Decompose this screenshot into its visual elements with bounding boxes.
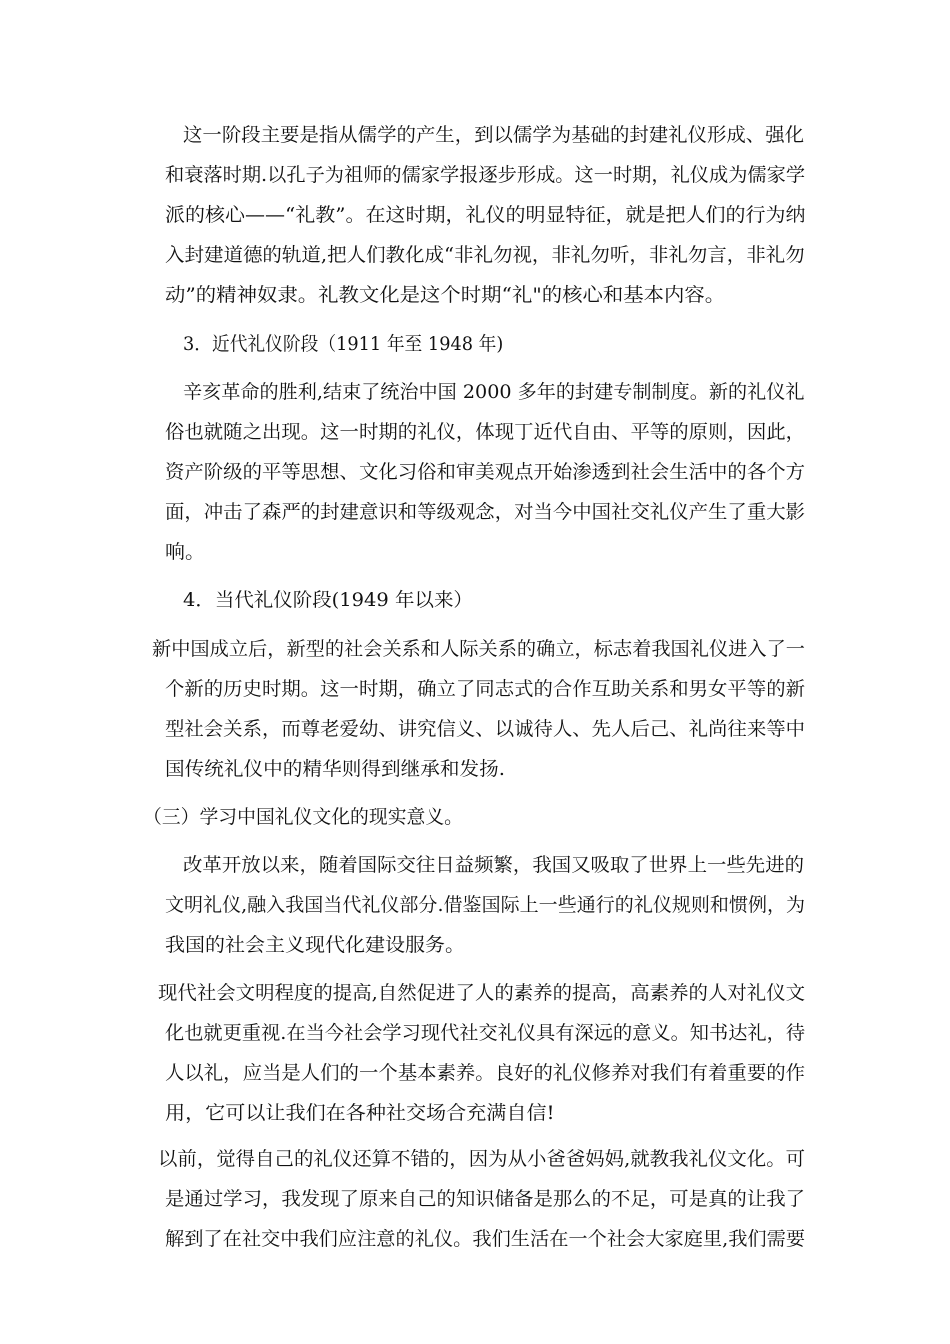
paragraph-line: 解到了在社交中我们应注意的礼仪。我们生活在一个社会大家庭里,我们需要 [165,1228,806,1250]
paragraph-line: 入封建道德的轨道,把人们教化成“非礼勿视，非礼勿听，非礼勿言，非礼勿 [165,244,805,266]
paragraph-line: 个新的历史时期。这一时期，确立了同志式的合作互助关系和男女平等的新 [165,678,806,700]
paragraph-line: 面，冲击了森严的封建意识和等级观念，对当今中国社交礼仪产生了重大影 [165,501,806,523]
paragraph-line: 和衰落时期.以孔子为祖师的儒家学报逐步形成。这一时期，礼仪成为儒家学 [165,164,806,186]
paragraph-line: 化也就更重视.在当今社会学习现代社交礼仪具有深远的意义。知书达礼，待 [165,1022,806,1044]
paragraph-line: 国传统礼仪中的精华则得到继承和发扬. [165,758,506,780]
paragraph-line: 俗也就随之出现。这一时期的礼仪，体现丁近代自由、平等的原则，因此， [165,421,806,443]
paragraph-line: 资产阶级的平等思想、文化习俗和审美观点开始渗透到社会生活中的各个方 [165,461,806,483]
section-heading: 4．当代礼仪阶段(1949 年以来） [183,589,473,611]
paragraph-line: 改革开放以来，随着国际交往日益频繁，我国又吸取了世界上一些先进的 [183,854,805,876]
paragraph-line: 型社会关系，而尊老爱幼、讲究信义、以诚待人、先人后己、礼尚往来等中 [165,718,806,740]
section-heading: 3．近代礼仪阶段（1911 年至 1948 年) [183,333,504,355]
paragraph-line: 派的核心——“礼教”。在这时期，礼仪的明显特征，就是把人们的行为纳 [165,204,806,226]
paragraph-line: 新中国成立后，新型的社会关系和人际关系的确立，标志着我国礼仪进入了一 [152,638,806,660]
paragraph-line: 辛亥革命的胜利,结束了统治中国 2000 多年的封建专制制度。新的礼仪礼 [183,381,805,403]
section-heading: （三）学习中国礼仪文化的现实意义。 [143,806,464,828]
paragraph-line: 我国的社会主义现代化建设服务。 [165,934,466,956]
paragraph-line: 以前，觉得自己的礼仪还算不错的，因为从小爸爸妈妈,就教我礼仪文化。可 [158,1148,806,1170]
paragraph-line: 这一阶段主要是指从儒学的产生，到以儒学为基础的封建礼仪形成、强化 [183,124,805,146]
paragraph-line: 现代社会文明程度的提高,自然促进了人的素养的提高，高素养的人对礼仪文 [158,982,806,1004]
paragraph-line: 响。 [165,541,206,563]
paragraph-line: 用，它可以让我们在各种社交场合充满自信! [165,1102,555,1124]
paragraph-line: 是通过学习，我发现了原来自己的知识储备是那么的不足，可是真的让我了 [165,1188,806,1210]
paragraph-line: 动”的精神奴隶。礼教文化是这个时期“礼"的核心和基本内容。 [165,284,726,306]
paragraph-line: 文明礼仪,融入我国当代礼仪部分.借鉴国际上一些通行的礼仪规则和惯例，为 [165,894,806,916]
paragraph-line: 人以礼，应当是人们的一个基本素养。良好的礼仪修养对我们有着重要的作 [165,1062,806,1084]
